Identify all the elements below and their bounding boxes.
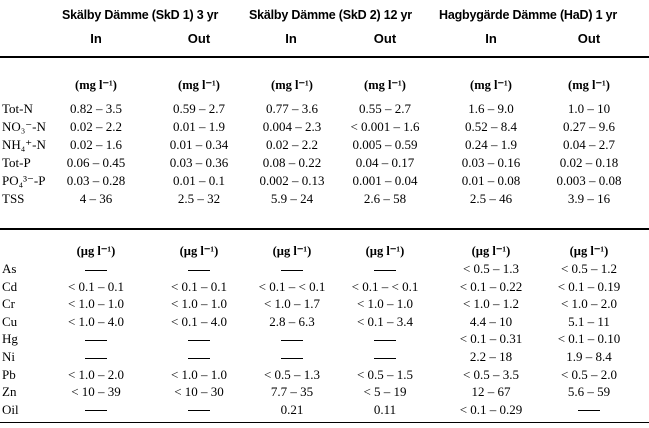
- table-cell: 2.8 – 6.3: [269, 313, 315, 329]
- table-cell: < 5 – 19: [363, 384, 407, 400]
- table-cell: < 0.5 – 1.2: [560, 261, 618, 276]
- site1-years: 3 yr: [196, 8, 219, 22]
- empty-dash: [374, 270, 396, 271]
- bottom-rule: [0, 422, 649, 423]
- table-cell: < 0.1 – 0.10: [557, 331, 621, 347]
- table-cell: [43, 349, 149, 365]
- table-cell: 1.0 – 10: [567, 101, 611, 116]
- empty-dash: [188, 340, 210, 341]
- table-cell: 0.06 – 0.45: [66, 155, 126, 170]
- row-label: PO₄³⁻-P: [2, 173, 46, 188]
- table-cell: 0.02 – 2.2: [70, 119, 122, 134]
- unit-label: (mg l⁻¹): [364, 78, 406, 92]
- row-label: NH₄⁺-N: [2, 137, 46, 152]
- section-rule: [0, 228, 649, 230]
- empty-dash: [281, 358, 303, 359]
- row-label: As: [2, 261, 17, 276]
- empty-dash: [281, 270, 303, 271]
- table-cell: [146, 402, 252, 418]
- table-cell: < 0.001 – 1.6: [350, 119, 420, 134]
- table-cell: 12 – 67: [471, 384, 511, 400]
- empty-dash: [188, 410, 210, 411]
- table-cell: 0.03 – 0.36: [169, 155, 229, 170]
- table-cell: [332, 331, 438, 347]
- table-cell: 0.04 – 2.7: [563, 137, 615, 152]
- table-cell: 0.01 – 0.34: [169, 137, 229, 152]
- row-label: TSS: [2, 191, 25, 206]
- site2-header: [249, 8, 412, 22]
- site3-years: 1 yr: [595, 8, 618, 22]
- empty-dash: [85, 410, 107, 411]
- table-cell: 2.2 – 18: [469, 349, 513, 364]
- table-cell: < 0.5 – 1.3: [263, 366, 321, 382]
- table-cell: < 0.1 – 0.31: [459, 331, 523, 347]
- table-cell: 4.4 – 10: [469, 313, 513, 329]
- table-cell: < 10 – 30: [174, 384, 224, 400]
- table-cell: < 10 – 39: [71, 384, 121, 400]
- table-cell: [43, 402, 149, 418]
- header-rule: [0, 56, 649, 58]
- table-cell: 0.77 – 3.6: [266, 101, 318, 116]
- table-cell: 0.08 – 0.22: [262, 155, 322, 170]
- row-label: Pb: [2, 366, 16, 382]
- table-cell: 2.5 – 32: [177, 191, 221, 206]
- table-cell: 0.02 – 1.6: [70, 137, 122, 152]
- table-cell: < 0.5 – 3.5: [462, 366, 520, 382]
- unit-label: (µg l⁻¹): [365, 244, 405, 258]
- table-cell: < 0.1 – < 0.1: [258, 278, 326, 294]
- table-cell: < 0.5 – 1.5: [356, 366, 414, 382]
- table-cell: 0.005 – 0.59: [352, 137, 418, 152]
- table-cell: 0.02 – 2.2: [266, 137, 318, 152]
- unit-label: (mg l⁻¹): [271, 78, 313, 92]
- empty-dash: [281, 340, 303, 341]
- row-label: Cu: [2, 313, 18, 329]
- unit-label: (µg l⁻¹): [76, 244, 116, 258]
- col-out-3: Out: [577, 31, 601, 46]
- empty-dash: [85, 270, 107, 271]
- table-cell: < 1.0 – 1.0: [170, 296, 228, 312]
- table-cell: < 0.1 – < 0.1: [351, 278, 419, 294]
- table-cell: < 1.0 – 4.0: [67, 313, 125, 329]
- table-cell: < 0.1 – 0.19: [557, 278, 621, 294]
- row-label: Cd: [2, 278, 18, 294]
- table-cell: < 0.1 – 4.0: [170, 313, 228, 329]
- table-cell: 0.11: [373, 401, 397, 417]
- table-cell: [146, 261, 252, 277]
- col-in-1: In: [90, 31, 102, 46]
- site1-name: Skälby Dämme (SkD 1): [62, 8, 194, 22]
- table-cell: 0.004 – 2.3: [262, 119, 322, 134]
- table-cell: < 0.1 – 0.22: [459, 278, 523, 294]
- table-cell: 5.6 – 59: [567, 384, 611, 400]
- table-cell: < 0.5 – 1.3: [462, 261, 520, 276]
- table-cell: 3.9 – 16: [567, 191, 611, 206]
- table-cell: 0.21: [280, 401, 304, 417]
- table-cell: [43, 331, 149, 347]
- table-cell: [332, 349, 438, 365]
- table-cell: < 1.0 – 1.0: [356, 296, 414, 312]
- table-cell: 7.7 – 35: [270, 384, 314, 400]
- unit-label: (µg l⁻¹): [471, 244, 511, 258]
- row-label: Tot-N: [2, 101, 33, 116]
- table-cell: < 1.0 – 1.7: [263, 296, 321, 312]
- table-cell: 0.04 – 0.17: [355, 155, 415, 170]
- site3-name: Hagbygärde Dämme (HaD): [439, 8, 593, 22]
- row-label: Ni: [2, 349, 15, 364]
- table-cell: < 0.1 – 3.4: [356, 313, 414, 329]
- table-cell: 0.27 – 9.6: [563, 119, 615, 134]
- unit-label: (µg l⁻¹): [272, 244, 312, 258]
- table-cell: 0.01 – 1.9: [173, 119, 225, 134]
- table-cell: 0.003 – 0.08: [556, 173, 622, 188]
- unit-label: (µg l⁻¹): [179, 244, 219, 258]
- table-cell: 0.002 – 0.13: [259, 173, 325, 188]
- table-cell: [146, 331, 252, 347]
- table-cell: 0.01 – 0.1: [173, 173, 225, 188]
- table-cell: [332, 261, 438, 277]
- table-cell: [239, 349, 345, 365]
- empty-dash: [85, 340, 107, 341]
- site1-header: [62, 8, 218, 22]
- table-cell: [536, 402, 642, 418]
- col-in-2: In: [285, 31, 297, 46]
- table-cell: 5.1 – 11: [568, 313, 610, 329]
- table-cell: < 0.1 – 0.1: [67, 278, 125, 294]
- table-cell: 0.82 – 3.5: [70, 101, 122, 116]
- empty-dash: [85, 358, 107, 359]
- row-label: Cr: [2, 296, 15, 312]
- table-cell: < 1.0 – 2.0: [67, 366, 125, 382]
- table-cell: 0.03 – 0.28: [66, 173, 126, 188]
- table-cell: 4 – 36: [79, 191, 113, 206]
- table-cell: 2.5 – 46: [469, 191, 513, 206]
- empty-dash: [188, 270, 210, 271]
- table-cell: 1.9 – 8.4: [566, 349, 612, 364]
- empty-dash: [374, 340, 396, 341]
- col-in-3: In: [485, 31, 497, 46]
- site3-header: [439, 8, 617, 22]
- table-cell: 0.01 – 0.08: [461, 173, 521, 188]
- table-cell: 0.001 – 0.04: [352, 173, 418, 188]
- table-cell: 0.55 – 2.7: [359, 101, 411, 116]
- table-cell: < 0.5 – 2.0: [560, 366, 618, 382]
- row-label: Oil: [2, 401, 19, 417]
- row-label: NO₃⁻-N: [2, 119, 46, 134]
- table-cell: < 1.0 – 1.0: [67, 296, 125, 312]
- row-label: Hg: [2, 331, 18, 347]
- unit-label: (mg l⁻¹): [568, 78, 610, 92]
- unit-label: (mg l⁻¹): [178, 78, 220, 92]
- table-cell: 1.6 – 9.0: [468, 101, 514, 116]
- table-cell: 0.03 – 0.16: [461, 155, 521, 170]
- table-cell: [43, 261, 149, 277]
- table-cell: [239, 331, 345, 347]
- col-out-1: Out: [187, 31, 211, 46]
- empty-dash: [188, 358, 210, 359]
- table-cell: [146, 349, 252, 365]
- table-cell: [239, 261, 345, 277]
- empty-dash: [578, 410, 600, 411]
- table-cell: < 1.0 – 1.2: [462, 296, 520, 312]
- unit-label: (mg l⁻¹): [75, 78, 117, 92]
- empty-dash: [374, 358, 396, 359]
- table-cell: 5.9 – 24: [270, 191, 314, 206]
- row-label: Tot-P: [2, 155, 31, 170]
- unit-label: (mg l⁻¹): [470, 78, 512, 92]
- table-cell: 0.59 – 2.7: [173, 101, 225, 116]
- site2-name: Skälby Dämme (SkD 2): [249, 8, 381, 22]
- col-out-2: Out: [373, 31, 397, 46]
- row-label: Zn: [2, 384, 17, 400]
- table-cell: 0.02 – 0.18: [559, 155, 619, 170]
- table-cell: < 0.1 – 0.1: [170, 278, 228, 294]
- table-cell: 2.6 – 58: [363, 191, 407, 206]
- table-cell: 0.24 – 1.9: [465, 137, 517, 152]
- table-cell: < 1.0 – 2.0: [560, 296, 618, 312]
- table-cell: < 1.0 – 1.0: [170, 366, 228, 382]
- site2-years: 12 yr: [383, 8, 412, 22]
- unit-label: (µg l⁻¹): [569, 244, 609, 258]
- table-cell: 0.52 – 8.4: [465, 119, 517, 134]
- table-cell: < 0.1 – 0.29: [459, 401, 523, 417]
